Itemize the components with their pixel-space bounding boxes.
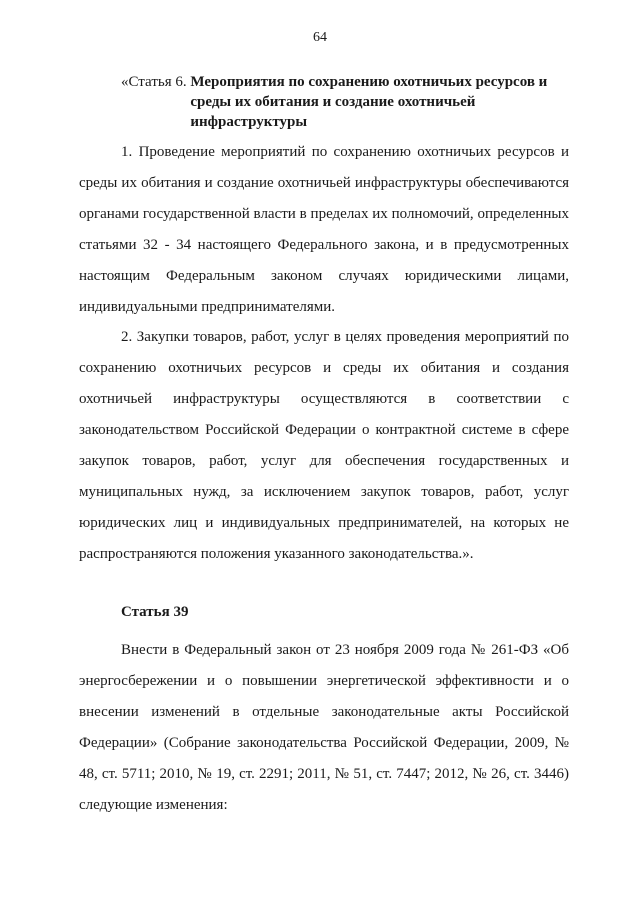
paragraph-2: 2. Закупки товаров, работ, услуг в целях проведения мероприятий по сохранению охотничьих ресурсов и среды их обитания и создания охотничьей инфраструктуры осуществляются в соответствии с законодательством Российской Федерации о контрактной системе в сфере закупок товаров, работ, услуг для обеспечения государственных и муниципальных нужд, за исключением закупок товаров, работ, услуг юридических лиц и индивидуальных предпринимателей, на которых не распространяются положения указанного законодательства.». [79, 329, 569, 562]
article-6-title: Мероприятия по сохранению охотничьих ресурсов и среды их обитания и создание охотничьей инфраструктуры [190, 74, 548, 130]
article-39-text: Внести в Федеральный закон от 23 ноября 2009 года № 261-ФЗ «Об энергосбережении и о повышении энергетической эффективности и о внесении изменений в отдельные законодательные акты Российской Федерации» (Собрание законодательства Российской Федерации, 2009, № 48, ст. 5711; 2010, № 19, ст. 2291; 2011, № 51, ст. 7447; 2012, № 26, ст. 3446) следующие изменения: [79, 642, 569, 813]
article-6-heading [121, 72, 581, 132]
page-number: 64 [313, 30, 327, 45]
article-6-lead: «Статья 6. [121, 74, 191, 90]
paragraph-1: 1. Проведение мероприятий по сохранению охотничьих ресурсов и среды их обитания и создание охотничьей инфраструктуры обеспечиваются органами государственной власти в пределах их полномочий, определенных статьями 32 - 34 настоящего Федерального закона, и в предусмотренных настоящим Федеральным законом случаях юридическими лицами, индивидуальными предпринимателями. [79, 144, 569, 315]
article-39-heading: Статья 39 [121, 604, 189, 620]
